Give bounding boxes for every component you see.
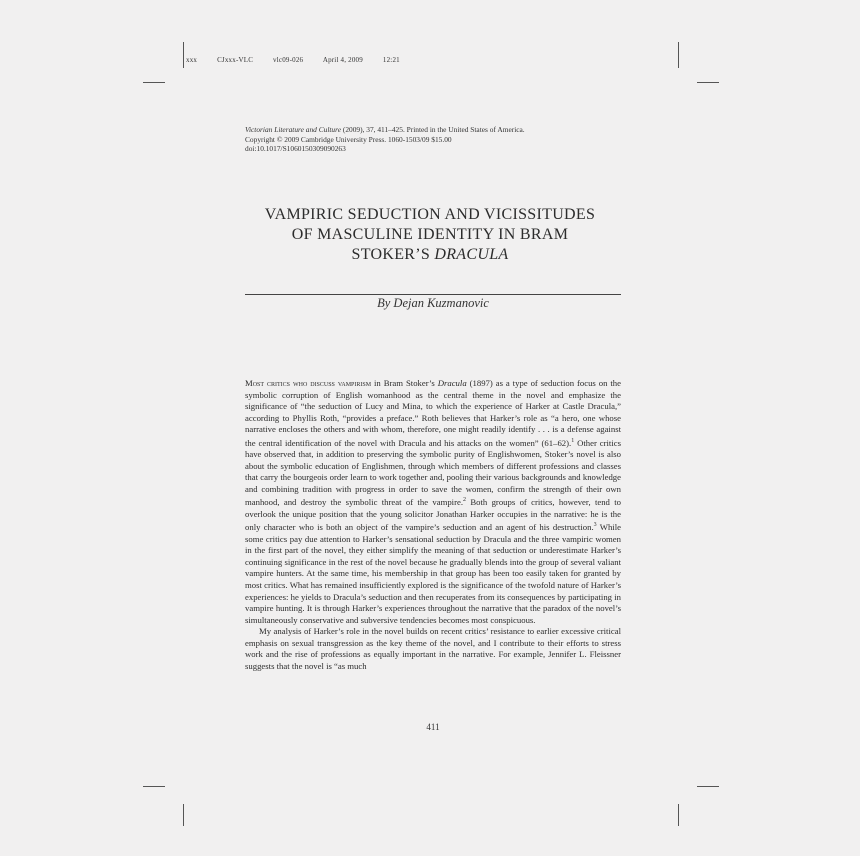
article-body — [245, 378, 621, 672]
paragraph-2: My analysis of Harker’s role in the novel builds on recent critics’ resistance to earlier excessive critical emphasis on sexual transgression as the key theme of the novel, and I contribute to their efforts to stress work and the rise of professions as equally important in the narrative. For example, Jennifer L. Fleissner suggests that the novel is “as much — [245, 626, 621, 671]
citation-line-2: Copyright © 2009 Cambridge University Press. 1060-1503/09 $15.00 — [245, 134, 452, 144]
slug-date: April 4, 2009 — [322, 56, 363, 64]
paragraph-1-text-b: (1897) as a type of seduction focus on the symbolic corruption of English womanhood as the central theme in the novel and emphasize the significance of “the seduction of Lucy and Mina, to which the experience of Harker at Castle Dracula,” according to Phyllis Roth, “provides a preface.” Roth believes that Harker’s role as “a hero, one whose narrative encloses the others and with whom, therefore, one might readily identify . . . is a defense against the central identification of the novel with Dracula and his attacks on the women” (61–62). — [245, 378, 621, 448]
slug-code: xxx — [186, 56, 198, 64]
novel-title-italic: Dracula — [437, 378, 467, 388]
paragraph-1-text-a: in Bram Stoker’s — [371, 378, 438, 388]
title-line-3-prefix: STOKER’S — [351, 246, 435, 263]
crop-mark-top-left-horizontal — [143, 82, 165, 83]
paragraph-1 — [245, 378, 621, 626]
slug-journal: CJxxx-VLC — [217, 56, 254, 64]
crop-mark-bottom-left-vertical — [183, 804, 184, 826]
article-title — [230, 205, 630, 265]
print-slug — [186, 56, 418, 64]
footnote-ref-1[interactable]: 1 — [571, 437, 575, 444]
paragraph-1-text-e: While some critics pay due attention to Harker’s sensational seduction by Dracula and the three vampiric women in the first part of the novel, they either simplify the meaning of that seduction or underestimate Harker’s continuing significance in the rest of the novel because he gradually blends into the group of several valiant vampire hunters. At the same time, his membership in that group has been too easily taken for granted by most critics. What has remained insufficiently explored is the significance of the twofold nature of Harker’s experiences: he yields to Dracula’s seduction and then recuperates from its consequences by participating in vampire hunting. It is through Harker’s experiences throughout the narrative that the paradox of the novel’s simultaneously conservative and subversive tendencies becomes most conspicuous. — [245, 522, 621, 625]
title-line-3 — [230, 245, 630, 265]
crop-mark-bottom-right-horizontal — [697, 786, 719, 787]
title-line-3-italic: DRACULA — [434, 246, 509, 263]
crop-mark-top-right-vertical — [678, 42, 679, 68]
opening-small-caps: Most critics who discuss vampirism — [245, 378, 372, 388]
journal-name: Victorian Literature and Culture — [245, 125, 342, 134]
crop-mark-top-right-horizontal — [697, 82, 719, 83]
byline: By Dejan Kuzmanovic — [377, 296, 489, 310]
citation-details: (2009), 37, 411–425. Printed in the United States of America. — [341, 125, 525, 134]
paragraph-1-text-d: Both groups of critics, however, tend to overlook the unique position that the young solicitor Jonathan Harker occupies in the narrative: he is the only character who is both an object of the vampire’s seduction and an agent of his destruction. — [245, 497, 621, 533]
byline-rule — [245, 294, 621, 295]
citation-block — [245, 125, 525, 154]
paragraph-1-text-c: Other critics have observed that, in addition to preserving the symbolic purity of Englishwomen, Stoker’s novel is also about the symbolic education of Englishmen, through which members of different professions and classes that carry the bourgeois order learn to work together and, pooling their various backgrounds and knowledge and combining tradition with progress in order to save the women, confirm the strength of their own manhood, and destroy the symbolic threat of the vampire. — [245, 437, 621, 508]
slug-article: vlc09-026 — [273, 56, 304, 64]
title-line-2: OF MASCULINE IDENTITY IN BRAM — [291, 226, 569, 243]
footnote-ref-2[interactable]: 2 — [463, 497, 467, 504]
crop-mark-top-left-vertical — [183, 42, 184, 68]
citation-doi: doi:10.1017/S1060150309090263 — [245, 144, 346, 154]
footnote-ref-3[interactable]: 3 — [593, 522, 597, 529]
page-number: 411 — [426, 722, 440, 732]
title-line-1: VAMPIRIC SEDUCTION AND VICISSITUDES — [264, 206, 596, 223]
crop-mark-bottom-right-vertical — [678, 804, 679, 826]
slug-time: 12:21 — [382, 56, 400, 64]
crop-mark-bottom-left-horizontal — [143, 786, 165, 787]
citation-line-1 — [245, 125, 525, 135]
